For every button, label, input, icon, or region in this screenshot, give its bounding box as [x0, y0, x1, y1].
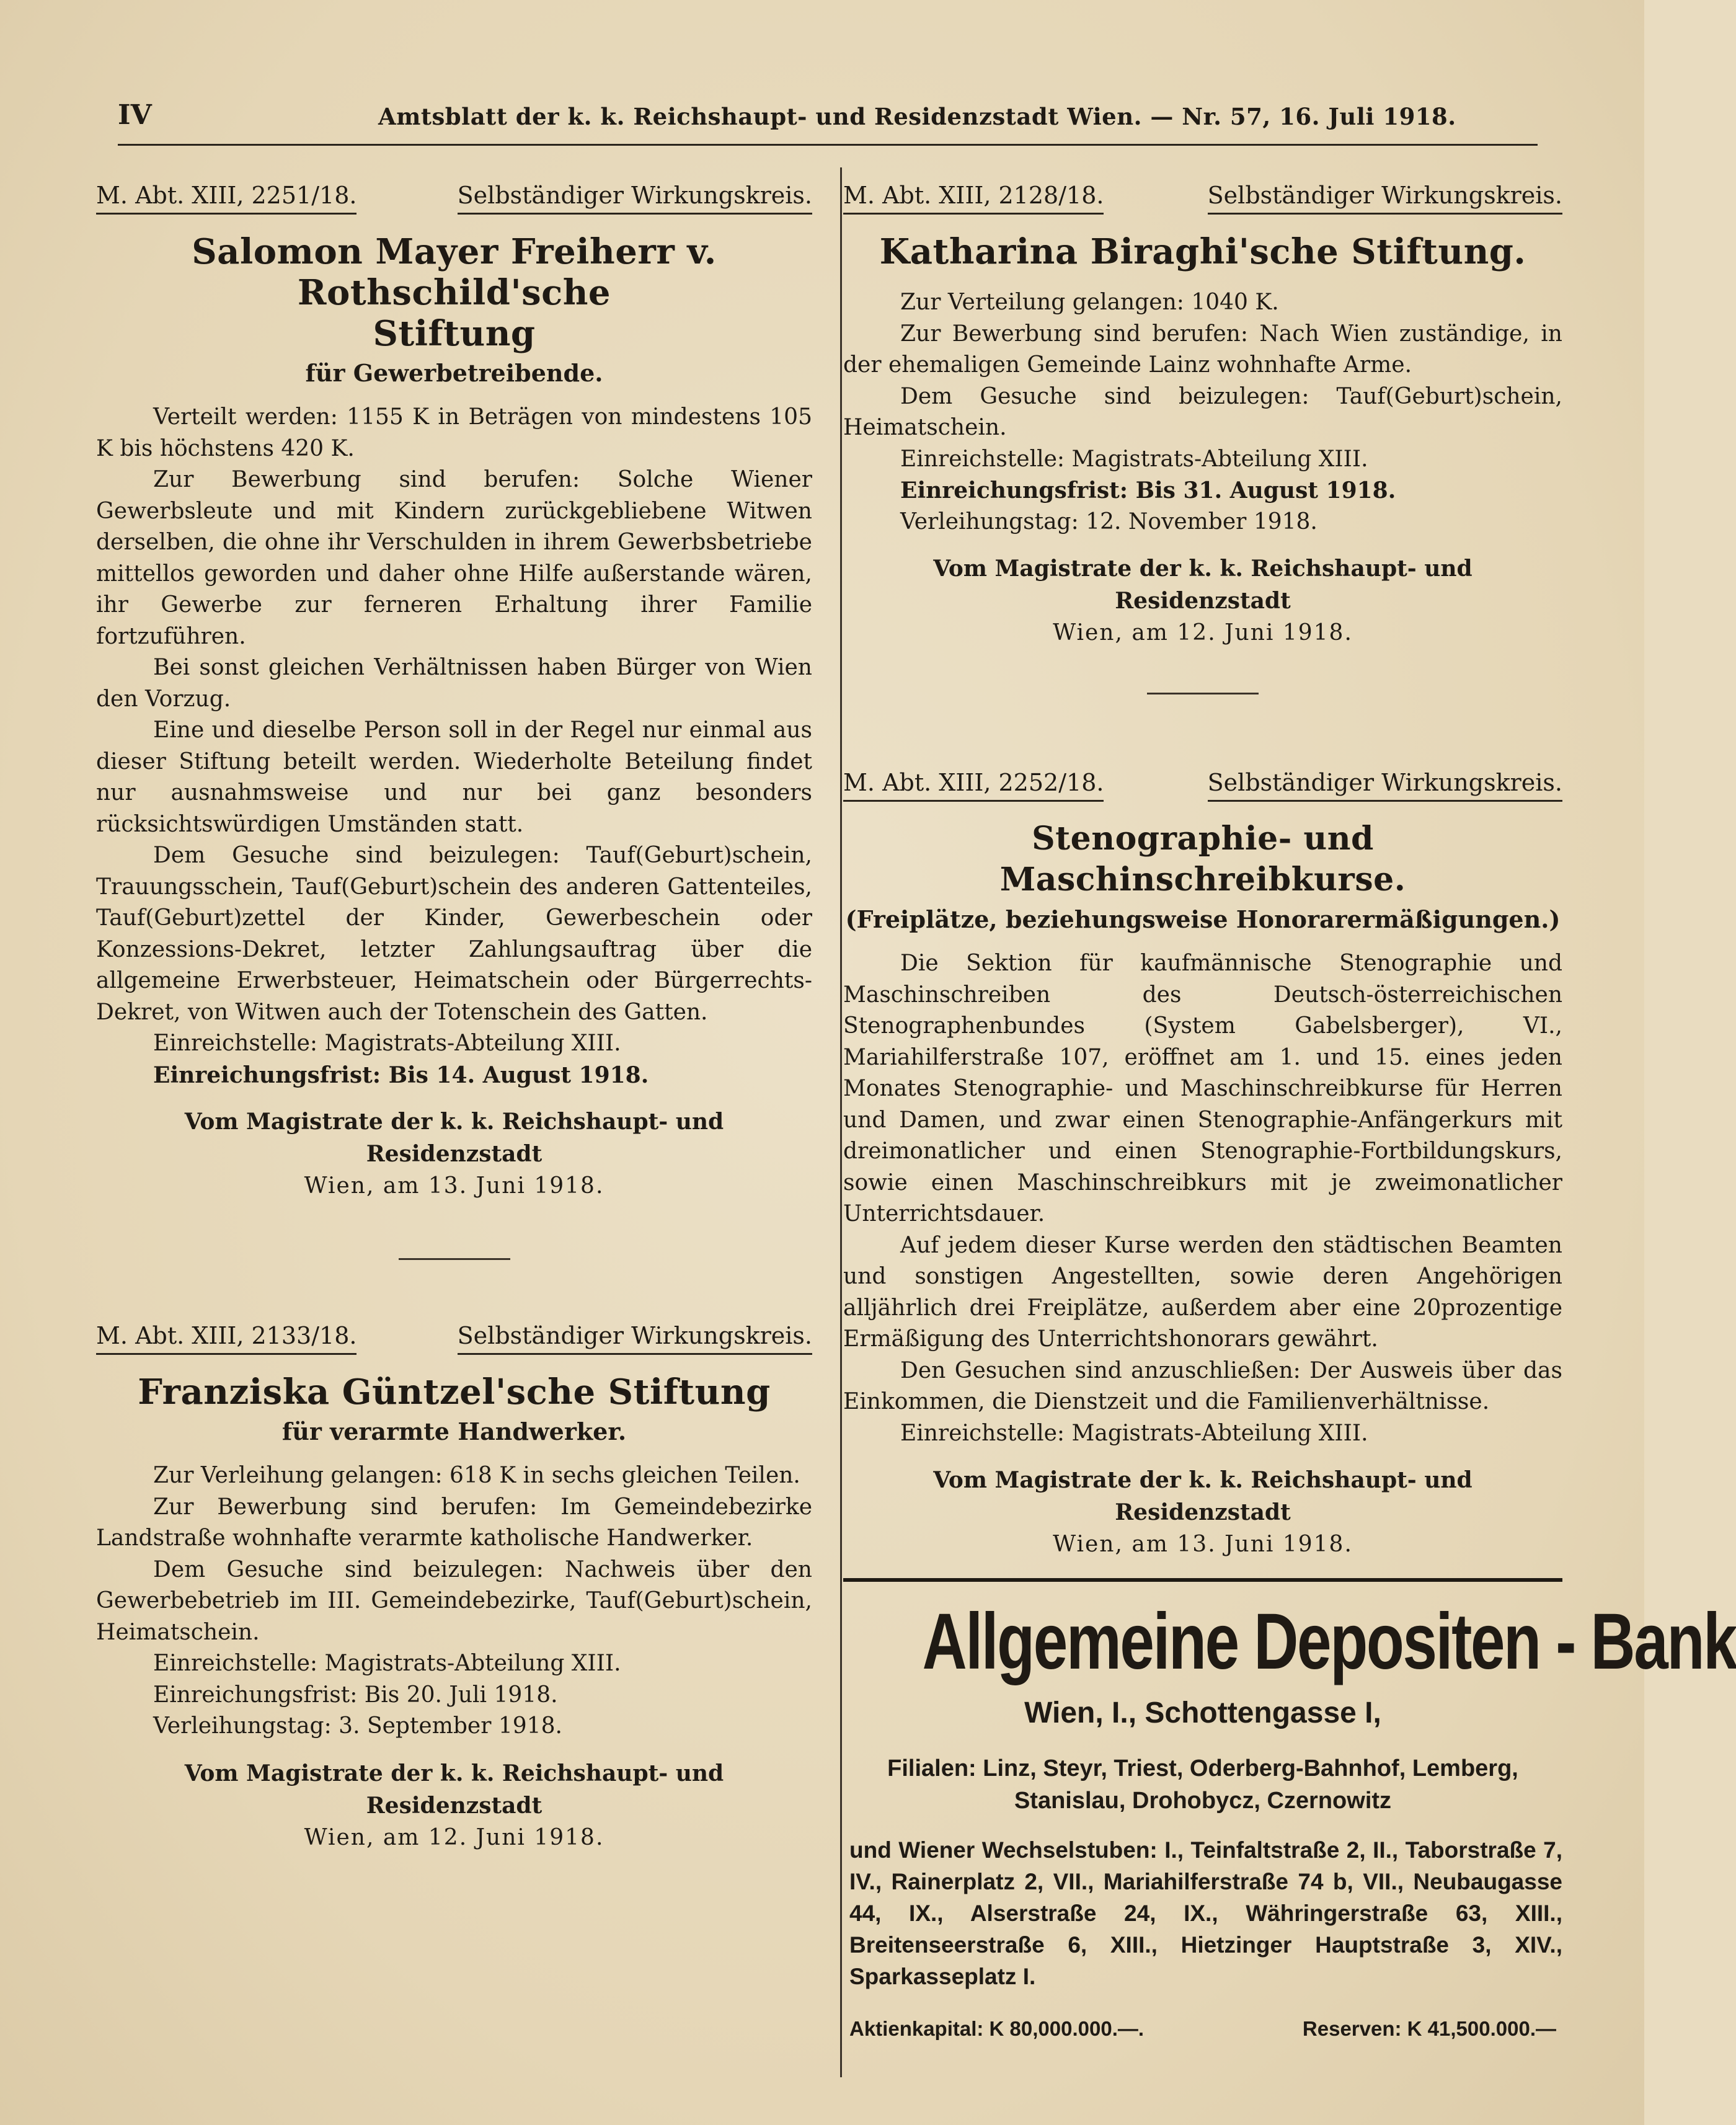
notice-header — [843, 763, 1562, 802]
notice-body — [96, 1460, 812, 1742]
paragraph: Zur Verteilung gelangen: 1040 K. — [900, 290, 1279, 315]
notice-body — [843, 287, 1562, 538]
paragraph: Dem Gesuche sind beizulegen: Tauf(Geburt)schein, Heimatschein. — [843, 383, 1562, 440]
paragraph: Die Sektion für kaufmännische Stenographie und Maschinschreiben des Deutsch-österreichischen Stenographenbundes (System Gabelsberger), VI., Mariahilferstraße 107, eröffnet am 1. und 15. eines jeden Monates Stenographie- und Maschinschreibkurse für Herren und Damen, und zwar einen Stenographie-Anfängerkurs mit dreimonatlicher und einen Stenographie-Fortbildungskurs, sowie einen Maschinschreibkurs mit je zweimonatlicher Unterrichtsdauer. — [843, 951, 1562, 1227]
notice-subtitle: (Freiplätze, beziehungsweise Honorarermäßigungen.) — [845, 905, 1561, 933]
notice-header — [843, 175, 1562, 215]
bank-capital-row — [843, 2017, 1562, 2044]
notice-body — [843, 948, 1562, 1449]
deadline: Einreichungsfrist: Bis 31. August 1918. — [900, 477, 1396, 504]
paragraph: Einreichungsfrist: Bis 20. Juli 1918. — [153, 1682, 558, 1708]
signature-date: Wien, am 13. Juni 1918. — [304, 1173, 604, 1199]
signature-authority: Vom Magistrate der k. k. Reichshaupt- und Residenzstadt — [933, 1467, 1472, 1525]
wirkungskreis-label: Selbständiger Wirkungskreis. — [1208, 769, 1562, 802]
page-number: IV — [118, 99, 152, 131]
paragraph: Bei sonst gleichen Verhältnissen haben Bürger von Wien den Vorzug. — [96, 655, 812, 712]
wirkungskreis-label: Selbständiger Wirkungskreis. — [1208, 182, 1562, 215]
paragraph: Den Gesuchen sind anzuschließen: Der Ausweis über das Einkommen, die Dienstzeit und die Familienverhältnisse. — [843, 1357, 1562, 1414]
paragraph: Eine und dieselbe Person soll in der Regel nur einmal aus dieser Stiftung beteilt werden. Wiederholte Beteilung findet nur ausnahmsweise und nur bei ganz besonders rücksichtswürdigen Umständen statt. — [96, 717, 812, 837]
notice-title: Stenographie- und Maschinschreibkurse. — [999, 820, 1406, 898]
title-line-1: Salomon Mayer Freiherr v. Rothschild'sche — [192, 231, 717, 313]
column-divider — [840, 167, 842, 2077]
notice-stenographie — [843, 763, 1562, 1561]
abteilung-number: M. Abt. XIII, 2252/18. — [843, 769, 1104, 802]
notice-header — [96, 175, 812, 215]
paragraph: Verleihungstag: 3. September 1918. — [153, 1713, 562, 1739]
signature-date: Wien, am 12. Juni 1918. — [304, 1824, 604, 1850]
paragraph: Verteilt werden: 1155 K in Beträgen von mindestens 105 K bis höchstens 420 K. — [96, 404, 812, 461]
paragraph: Dem Gesuche sind beizulegen: Tauf(Geburt)schein, Trauungsschein, Tauf(Geburt)schein des anderen Gattenteiles, Tauf(Geburt)zettel der Kinder, Gewerbeschein oder Konzessions-Dekret, letzter Zahlungsauftrag über die allgemeine Erwerbsteuer, Heimatschein oder Bürgerrechts-Dekret, von Witwen auch der Totenschein des Gatten. — [96, 843, 812, 1025]
page-header — [118, 99, 1538, 136]
paragraph: Zur Bewerbung sind berufen: Im Gemeindebezirke Landstraße wohnhafte verarmte katholische Handwerker. — [96, 1494, 812, 1551]
signature-authority: Vom Magistrate der k. k. Reichshaupt- und Residenzstadt — [184, 1109, 724, 1167]
wirkungskreis-label: Selbständiger Wirkungskreis. — [458, 182, 812, 215]
paragraph: Zur Verleihung gelangen: 618 K in sechs gleichen Teilen. — [153, 1463, 800, 1488]
notice-title — [96, 231, 812, 354]
section-divider — [399, 1258, 510, 1260]
section-divider — [1147, 693, 1259, 694]
deadline: Einreichungsfrist: Bis 14. August 1918. — [153, 1062, 649, 1088]
abteilung-number: M. Abt. XIII, 2128/18. — [843, 182, 1104, 215]
bank-name: Allgemeine Depositen - Bank — [922, 1597, 1736, 1686]
notice-title: Franziska Güntzel'sche Stiftung — [138, 1372, 771, 1413]
paragraph: Auf jedem dieser Kurse werden den städtischen Beamten und sonstigen Angestellten, sowie deren Angehörigen alljährlich drei Freiplätze, außerdem aber eine 20prozentige Ermäßigung des Unterrichtshonorars gewährt. — [843, 1232, 1562, 1352]
title-line-2: Stiftung — [373, 313, 536, 354]
paragraph: Zur Bewerbung sind berufen: Solche Wiener Gewerbsleute und mit Kindern zurückgebliebene Witwen derselben, die ohne ihr Verschulden in ihrem Gewerbsbetriebe mittellos geworden und daher ohne Hilfe außerstande wären, ihr Gewerbe zur ferneren Erhaltung ihrer Familie fortzuführen. — [96, 467, 812, 649]
notice-body — [96, 402, 812, 1091]
notice-guentzel — [96, 1316, 812, 1854]
paragraph: Dem Gesuche sind beizulegen: Nachweis über den Gewerbebetrieb im III. Gemeindebezirke, Tauf(Geburt)schein, Heimatschein. — [96, 1556, 812, 1645]
abteilung-number: M. Abt. XIII, 2133/18. — [96, 1322, 356, 1355]
notice-rothschild — [96, 175, 812, 1202]
paragraph: Einreichstelle: Magistrats-Abteilung XIII. — [900, 1420, 1368, 1446]
paragraph: Einreichstelle: Magistrats-Abteilung XIII. — [153, 1651, 621, 1676]
award-date: Verleihungstag: 12. November 1918. — [900, 508, 1318, 535]
notice-header — [96, 1316, 812, 1355]
signature — [843, 1464, 1562, 1561]
paragraph: Einreichstelle: Magistrats-Abteilung XIII. — [153, 1031, 621, 1056]
header-rule — [118, 144, 1538, 146]
reserves: Reserven: K 41,500.000.— — [1302, 2017, 1556, 2040]
signature-date: Wien, am 13. Juni 1918. — [1053, 1532, 1353, 1557]
right-column — [843, 171, 1562, 1561]
paragraph: Einreichstelle: Magistrats-Abteilung XIII. — [900, 446, 1368, 472]
signature — [96, 1757, 812, 1854]
running-head: Amtsblatt der k. k. Reichshaupt- und Residenzstadt Wien. — Nr. 57, 16. Juli 1918. — [378, 103, 1456, 130]
bank-branches: Filialen: Linz, Steyr, Triest, Oderberg-Bahnhof, Lemberg, Stanislau, Drohobycz, Czernowitz — [887, 1755, 1518, 1814]
signature-date: Wien, am 12. Juni 1918. — [1053, 620, 1353, 645]
signature-authority: Vom Magistrate der k. k. Reichshaupt- und Residenzstadt — [933, 556, 1472, 614]
notice-title: Katharina Biraghi'sche Stiftung. — [879, 231, 1526, 272]
notice-subtitle: für verarmte Handwerker. — [281, 1417, 627, 1445]
bank-advertisement — [843, 1578, 1736, 2044]
bank-address: Wien, I., Schottengasse I, — [1024, 1697, 1381, 1729]
abteilung-number: M. Abt. XIII, 2251/18. — [96, 182, 356, 215]
notice-biraghi — [843, 175, 1562, 649]
notice-subtitle: für Gewerbetreibende. — [305, 359, 603, 387]
share-capital: Aktienkapital: K 80,000.000.—. — [849, 2017, 1145, 2040]
wirkungskreis-label: Selbständiger Wirkungskreis. — [458, 1322, 812, 1355]
paragraph: Zur Bewerbung sind berufen: Nach Wien zuständige, in der ehemaligen Gemeinde Lainz wohnhafte Arme. — [843, 321, 1562, 378]
signature — [843, 552, 1562, 649]
bank-exchange-offices: und Wiener Wechselstuben: I., Teinfaltstraße 2, II., Taborstraße 7, IV., Rainerplatz 2, VII., Mariahilferstraße 74 b, VII., Neubaugasse 44, IX., Alserstraße 24, IX., Währingerstraße 63, XIII., Breitenseerstraße 6, XIII., Hietzinger Hauptstraße 3, XIV., Sparkasseplatz I. — [849, 1837, 1562, 1989]
left-column — [96, 171, 812, 1854]
signature-authority: Vom Magistrate der k. k. Reichshaupt- und Residenzstadt — [184, 1760, 724, 1819]
signature — [96, 1106, 812, 1202]
